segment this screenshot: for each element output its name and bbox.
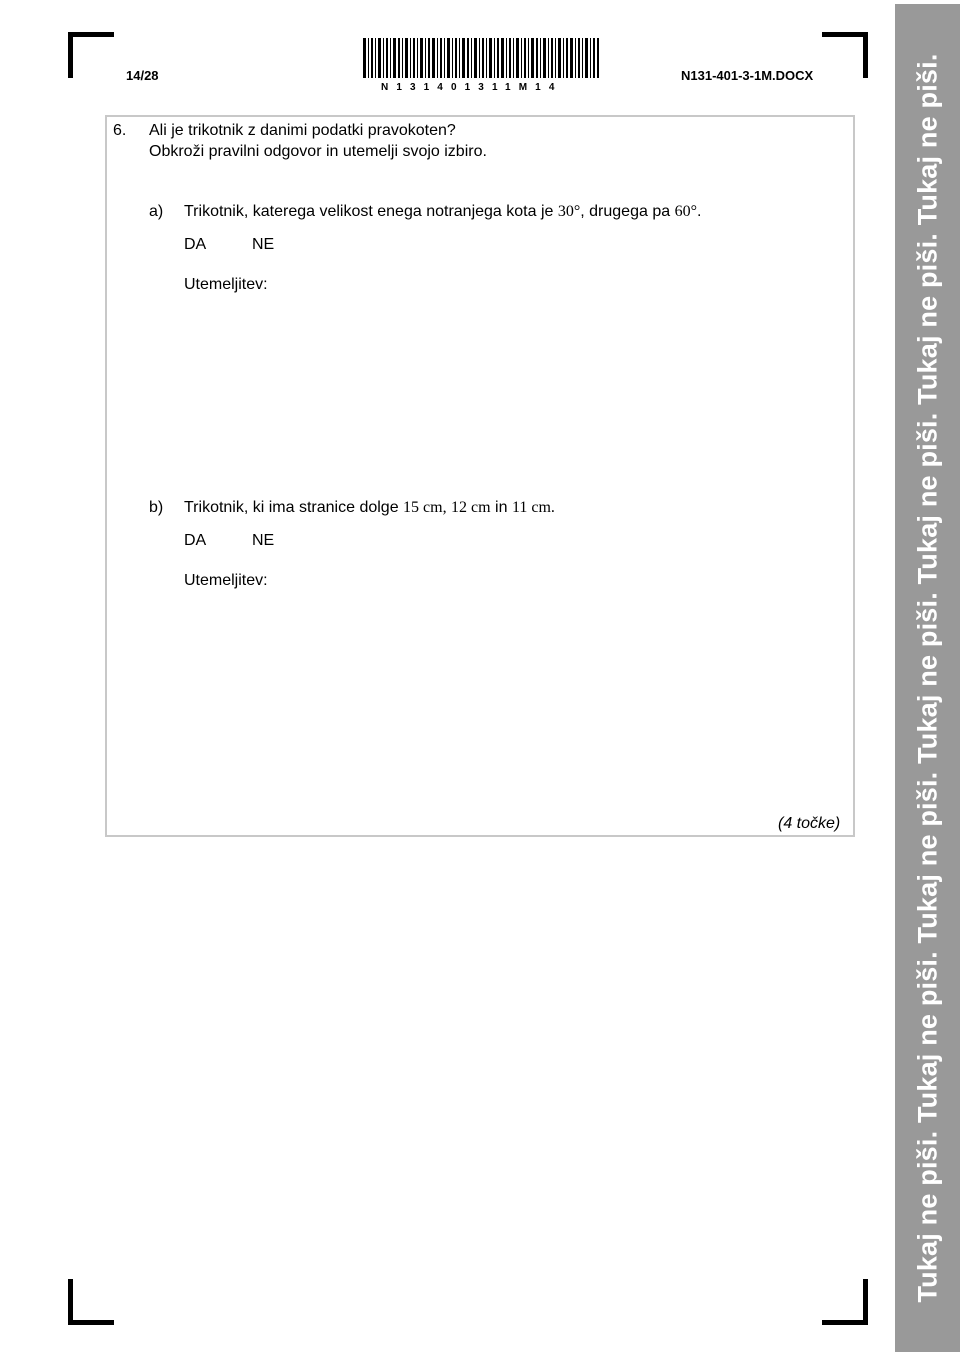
document-code: N131-401-3-1M.DOCX [681,68,814,83]
part-a-text-end: . [696,203,702,220]
part-a-option-da[interactable]: DA [184,236,207,253]
part-a-text [184,203,701,221]
part-b-text-before: Trikotnik, ki ima stranice dolge [184,499,399,516]
barcode-digits: N131401311M14 [381,82,563,93]
question-box [105,115,855,837]
part-a-angle-2: 60° [674,203,697,220]
corner-mark-top-left-h [68,32,114,37]
part-a-text-middle: , drugega pa [580,203,671,220]
corner-mark-top-left-v [68,32,73,78]
page-number: 14/28 [126,68,159,83]
corner-mark-bottom-right-h [822,1320,868,1325]
corner-mark-top-right-h [822,32,868,37]
part-b-option-ne[interactable]: NE [252,532,275,549]
corner-mark-bottom-left-v [68,1279,73,1325]
part-a-option-ne[interactable]: NE [252,236,275,253]
points-label: (4 točke) [778,815,841,832]
question-line-2: Obkroži pravilni odgovor in utemelji svojo izbiro. [149,143,487,160]
do-not-write-text: Tukaj ne piši. Tukaj ne piši. Tukaj ne piši. Tukaj ne piši. Tukaj ne piši. Tukaj ne piši. Tukaj ne piši. [912,53,942,1303]
part-b-side-1: 15 cm, [403,499,447,516]
do-not-write-sidebar [895,4,960,1352]
corner-mark-bottom-right-v [863,1279,868,1325]
question-number: 6. [113,122,127,139]
part-a-label: a) [149,203,164,220]
part-b-option-da[interactable]: DA [184,532,207,549]
part-b-side-2: 12 cm [451,499,491,516]
part-b-label: b) [149,499,164,516]
corner-mark-bottom-left-h [68,1320,114,1325]
part-a-justification-label: Utemeljitev: [184,276,268,293]
corner-mark-top-right-v [863,32,868,78]
part-a-text-before: Trikotnik, katerega velikost enega notranjega kota je [184,203,554,220]
question-line-1: Ali je trikotnik z danimi podatki pravokoten? [149,122,456,139]
part-b-justification-label: Utemeljitev: [184,572,268,589]
part-b-text [184,499,555,517]
part-b-text-middle: in [495,499,508,516]
part-a-angle-1: 30° [557,203,581,220]
part-b-side-3: 11 cm. [511,499,555,516]
barcode-icon [363,38,599,78]
